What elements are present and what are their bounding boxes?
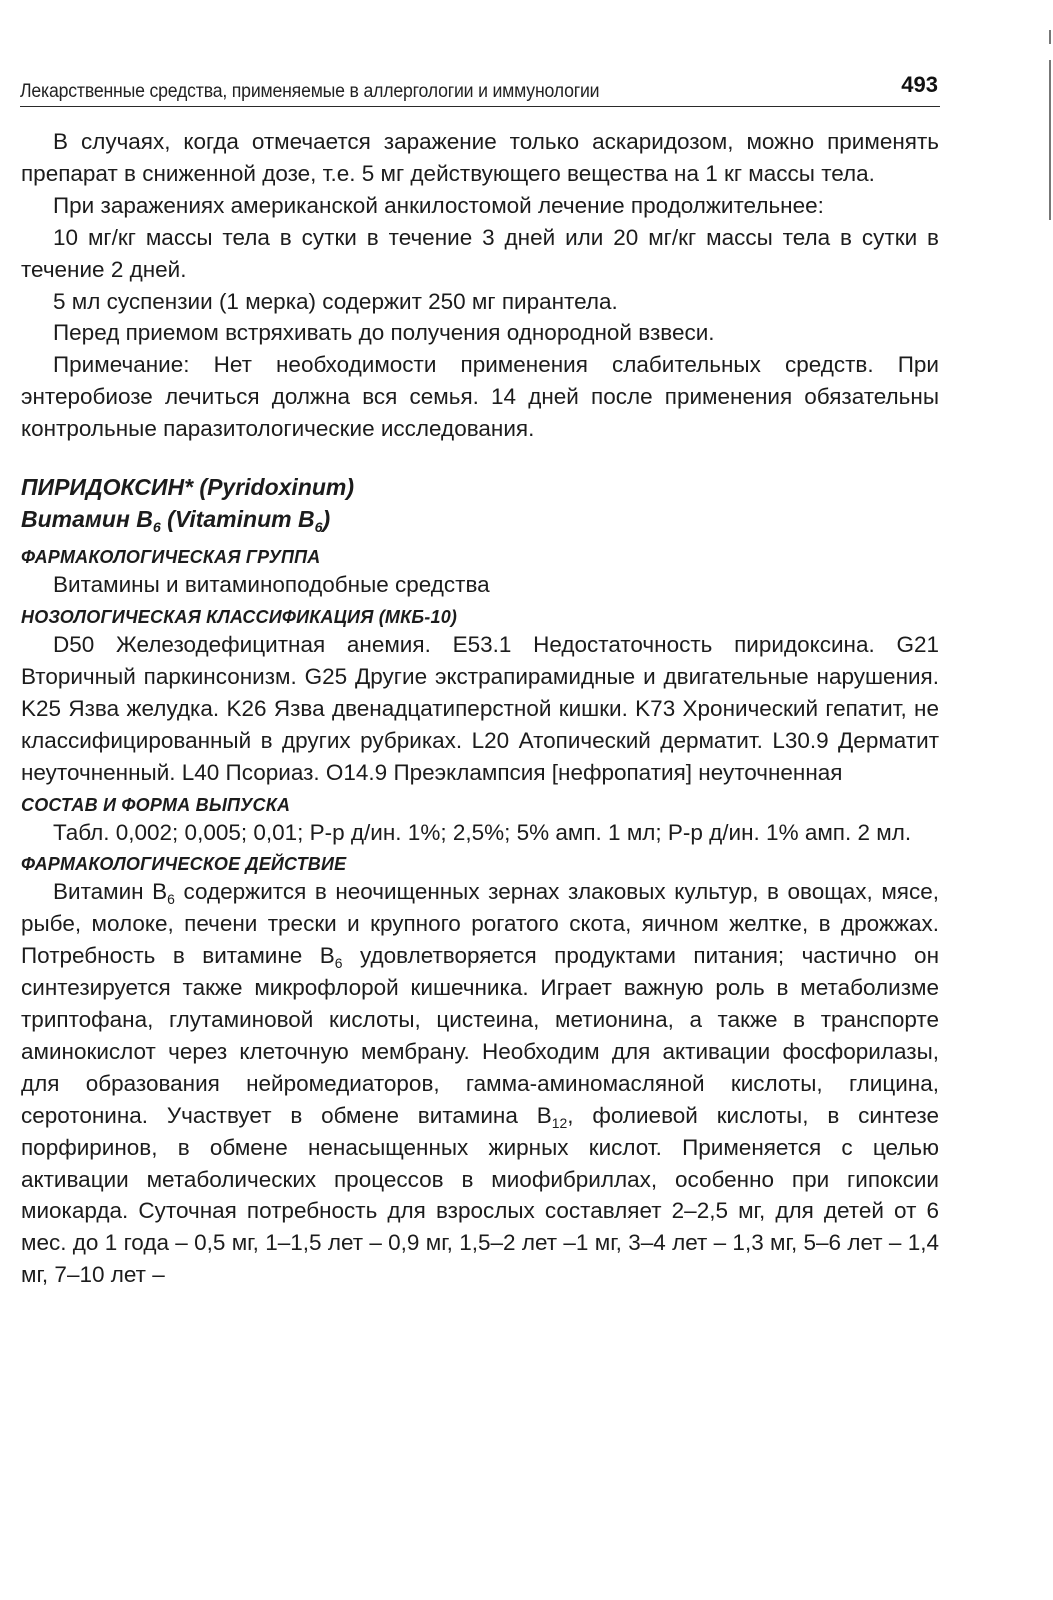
- paragraph-hookworm-dose: 10 мг/кг массы тела в сутки в течение 3 дней или 20 мг/кг массы тела в сутки в течение 2 дней.: [21, 224, 939, 282]
- section-text-pharm-group: Витамины и витаминоподобные средства: [53, 572, 490, 598]
- page-body: [21, 126, 939, 1291]
- page-number: 493: [901, 72, 938, 97]
- paragraph-suspension: 5 мл суспензии (1 мерка) содержит 250 мг пирантела.: [53, 288, 618, 314]
- paragraph-note: Примечание: Нет необходимости применения слабительных средств. При энтеробиозе лечиться должна вся семья. 14 дней после применения обязательны контрольные паразитологические исследования.: [21, 352, 939, 442]
- section-heading-composition: СОСТАВ И ФОРМА ВЫПУСКА: [21, 794, 291, 815]
- paragraph-ascariasis-dose: В случаях, когда отмечается заражение только аскаридозом, можно применять препарат в сниженной дозе, т.е. 5 мг действующего вещества на 1 кг массы тела.: [21, 129, 939, 186]
- page-header: [20, 66, 940, 107]
- drug-alt-name: Витамин $B_6$ (Vitaminum $B_6$): [21, 506, 331, 537]
- section-heading-pharm-action: ФАРМАКОЛОГИЧЕСКОЕ ДЕЙСТВИЕ: [21, 854, 347, 875]
- drug-name: ПИРИДОКСИН* (Pyridoxinum): [21, 474, 355, 501]
- paragraph-shake: Перед приемом встряхивать до получения однородной взвеси.: [53, 320, 715, 346]
- paragraph-hookworm: При заражениях американской анкилостомой лечение продолжительнее:: [53, 192, 824, 218]
- section-text-composition: Табл. 0,002; 0,005; 0,01; Р-р д/ин. 1%; 2,5%; 5% амп. 1 мл; Р-р д/ин. 1% амп. 2 мл.: [53, 819, 912, 845]
- scan-edge-marks: [1045, 0, 1053, 240]
- section-heading-pharm-group: ФАРМАКОЛОГИЧЕСКАЯ ГРУППА: [21, 547, 321, 568]
- section-heading-nosology: НОЗОЛОГИЧЕСКАЯ КЛАССИФИКАЦИЯ (МКБ-10): [21, 606, 458, 627]
- running-title: Лекарственные средства, применяемые в аллергологии и иммунологии: [20, 81, 600, 102]
- section-text-nosology: D50 Железодефицитная анемия. E53.1 Недостаточность пиридоксина. G21 Вторичный паркинсонизм. G25 Другие экстрапирамидные и двигательные нарушения. K25 Язва желудка. K26 Язва двенадцатиперстной кишки. K73 Хронический гепатит, не классифицированный в других рубриках. L20 Атопический дерматит. L30.9 Дерматит неуточненный. L40 Псориаз. O14.9 Преэклампсия [нефропатия] неуточненная: [21, 631, 939, 785]
- section-text-pharm-action: Витамин $B_6$ содержится в неочищенных зернах злаковых культур, в овощах, мясе, рыбе, молоке, печени трески и крупного рогатого скота, яичном желтке, в дрожжах. Потребность в витамине $B_6$ удовлетворяется продуктами питания; частично он синтезируется также микрофлорой кишечника. Играет важную роль в метаболизме триптофана, глутаминовой кислоты, цистеина, метионина, а также в транспорте аминокислот через клеточную мембрану. Необходим для активации фосфорилазы, для образования нейромедиаторов, гамма-аминомасляной кислоты, глицина, серотонина. Участвует в обмене витамина $B_{12}$, фолиевой кислоты, в синтезе порфиринов, в обмене ненасыщенных жирных кислот. Применяется с целью активации метаболических процессов в миофибриллах, особенно при гипоксии миокарда. Суточная потребность для взрослых составляет 2–2,5 мг, для детей от 6 мес. до 1 года – 0,5 мг, 1–1,5 лет – 0,9 мг, 1,5–2 лет –1 мг, 3–4 лет – 1,3 мг, 5–6 лет – 1,4 мг, 7–10 лет –: [21, 879, 940, 1288]
